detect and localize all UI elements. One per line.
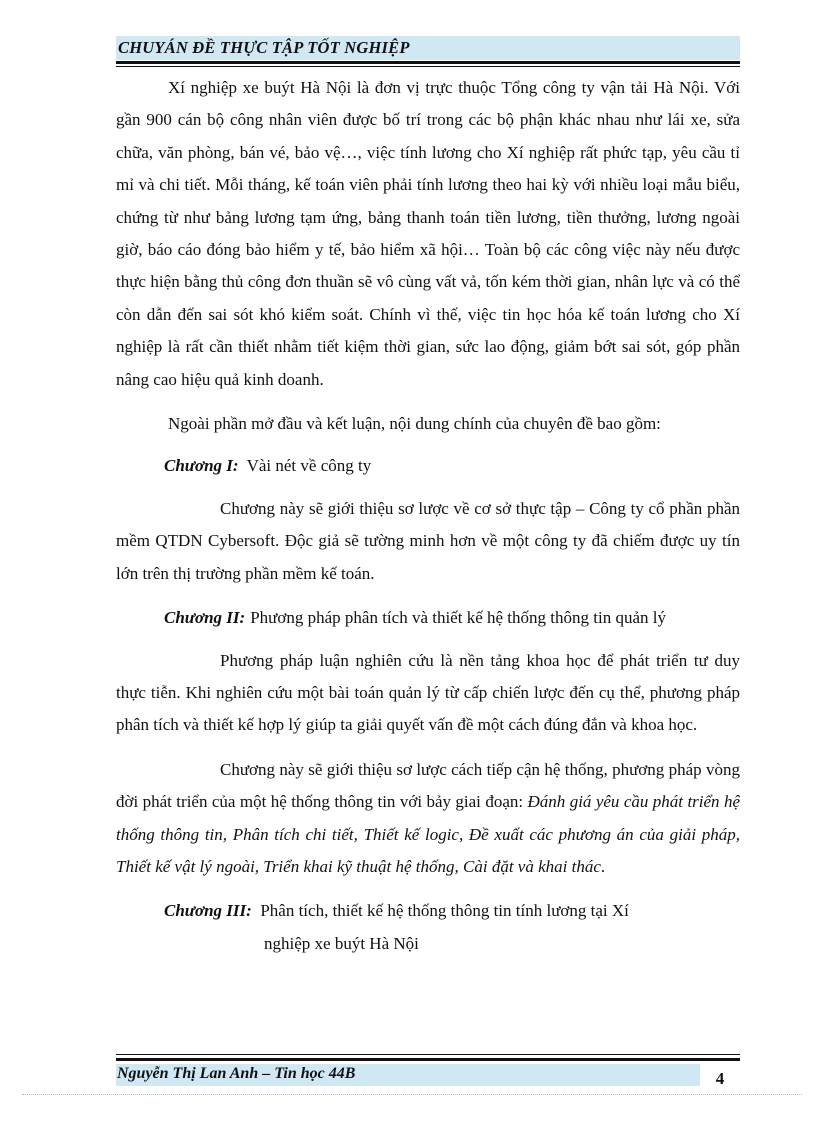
- page-number: 4: [700, 1064, 740, 1090]
- chapter-1-heading: [116, 450, 740, 482]
- footer-rule-thick: [116, 1058, 740, 1061]
- footer-author: Nguyễn Thị Lan Anh – Tin học 44B: [117, 1065, 356, 1082]
- document-body: [116, 72, 740, 960]
- outline-intro: Ngoài phần mở đầu và kết luận, nội dung chính của chuyên đề bao gồm:: [168, 414, 661, 434]
- chapter-2-description-2-start: Chương này sẽ giới thiệu sơ lược cách tiếp cận hệ thống, phương pháp vòng đời phát triển của một hệ thống thông tin với bảy giai đoạn:: [116, 759, 740, 812]
- chapter-2-description-2: [116, 754, 740, 884]
- chapter-3-heading: [116, 895, 740, 960]
- chapter-3-title-line-2: nghiệp xe buýt Hà Nội: [264, 933, 419, 953]
- chapter-3-title-line-1: Phân tích, thiết kế hệ thống thông tin tính lương tại Xí: [260, 901, 629, 921]
- intro-paragraph: Xí nghiệp xe buýt Hà Nội là đơn vị trực thuộc Tổng công ty vận tải Hà Nội. Với gần 900 cán bộ công nhân viên được bố trí trong các bộ phận khác nhau như lái xe, sửa chữa, văn phòng, bán vé, bảo vệ…, việc tính lương cho Xí nghiệp rất phức tạp, yêu cầu tỉ mỉ và chi tiết. Mỗi tháng, kế toán viên phải tính lương theo hai kỳ với nhiều loại mẫu biểu, chứng từ như bảng lương tạm ứng, bảng thanh toán tiền lương, tiền thưởng, lương ngoài giờ, báo cáo đóng bảo hiểm y tế, bảo hiểm xã hội… Toàn bộ các công việc này nếu được thực hiện bằng thủ công đơn thuần sẽ vô cùng vất vả, tốn kém thời gian, nhân lực và có thể còn dẫn đến sai sót khó kiểm soát. Chính vì thế, việc tin học hóa kế toán lương cho Xí nghiệp là rất cần thiết nhằm tiết kiệm thời gian, sức lao động, giảm bớt sai sót, góp phần nâng cao hiệu quả kinh doanh.: [116, 78, 740, 389]
- page-header-title: CHUYÁN ĐỀ THỰC TẬP TỐT NGHIỆP: [118, 38, 410, 57]
- header-rule-thin: [116, 66, 740, 67]
- chapter-2-description-2-end: .: [600, 856, 606, 876]
- footer-rule-thin: [116, 1054, 740, 1055]
- chapter-1-label: Chương I:: [164, 456, 239, 476]
- chapter-2-phases: Đánh giá yêu cầu phát triển hệ thống thông tin, Phân tích chi tiết, Thiết kế logic, Đề xuất các phương án của giải pháp, Thiết kế vật lý ngoài, Triển khai kỹ thuật hệ thống, Cài đặt và khai thác: [116, 792, 741, 876]
- chapter-1-title: Vài nét về công ty: [246, 456, 372, 476]
- chapter-1-description: Chương này sẽ giới thiệu sơ lược về cơ sở thực tập – Công ty cổ phần phần mềm QTDN Cybersoft. Độc giả sẽ tường minh hơn về một công ty đã chiếm được uy tín lớn trên thị trường phần mềm kế toán.: [116, 498, 740, 583]
- chapter-3-label: Chương III:: [164, 901, 252, 921]
- chapter-2-title: Phương pháp phân tích và thiết kế hệ thống thông tin quản lý: [250, 608, 666, 628]
- chapter-2-label: Chương II:: [164, 608, 246, 628]
- chapter-2-heading: [116, 602, 740, 634]
- chapter-2-description-1: Phương pháp luận nghiên cứu là nền tảng khoa học để phát triển tư duy thực tiễn. Khi nghiên cứu một bài toán quản lý từ cấp chiến lược đến cụ thể, phương pháp phân tích và thiết kế hợp lý giúp ta giải quyết vấn đề một cách đúng đắn và khoa học.: [116, 650, 740, 735]
- page-boundary-divider: [22, 1094, 802, 1095]
- header-rule-thick: [116, 61, 740, 64]
